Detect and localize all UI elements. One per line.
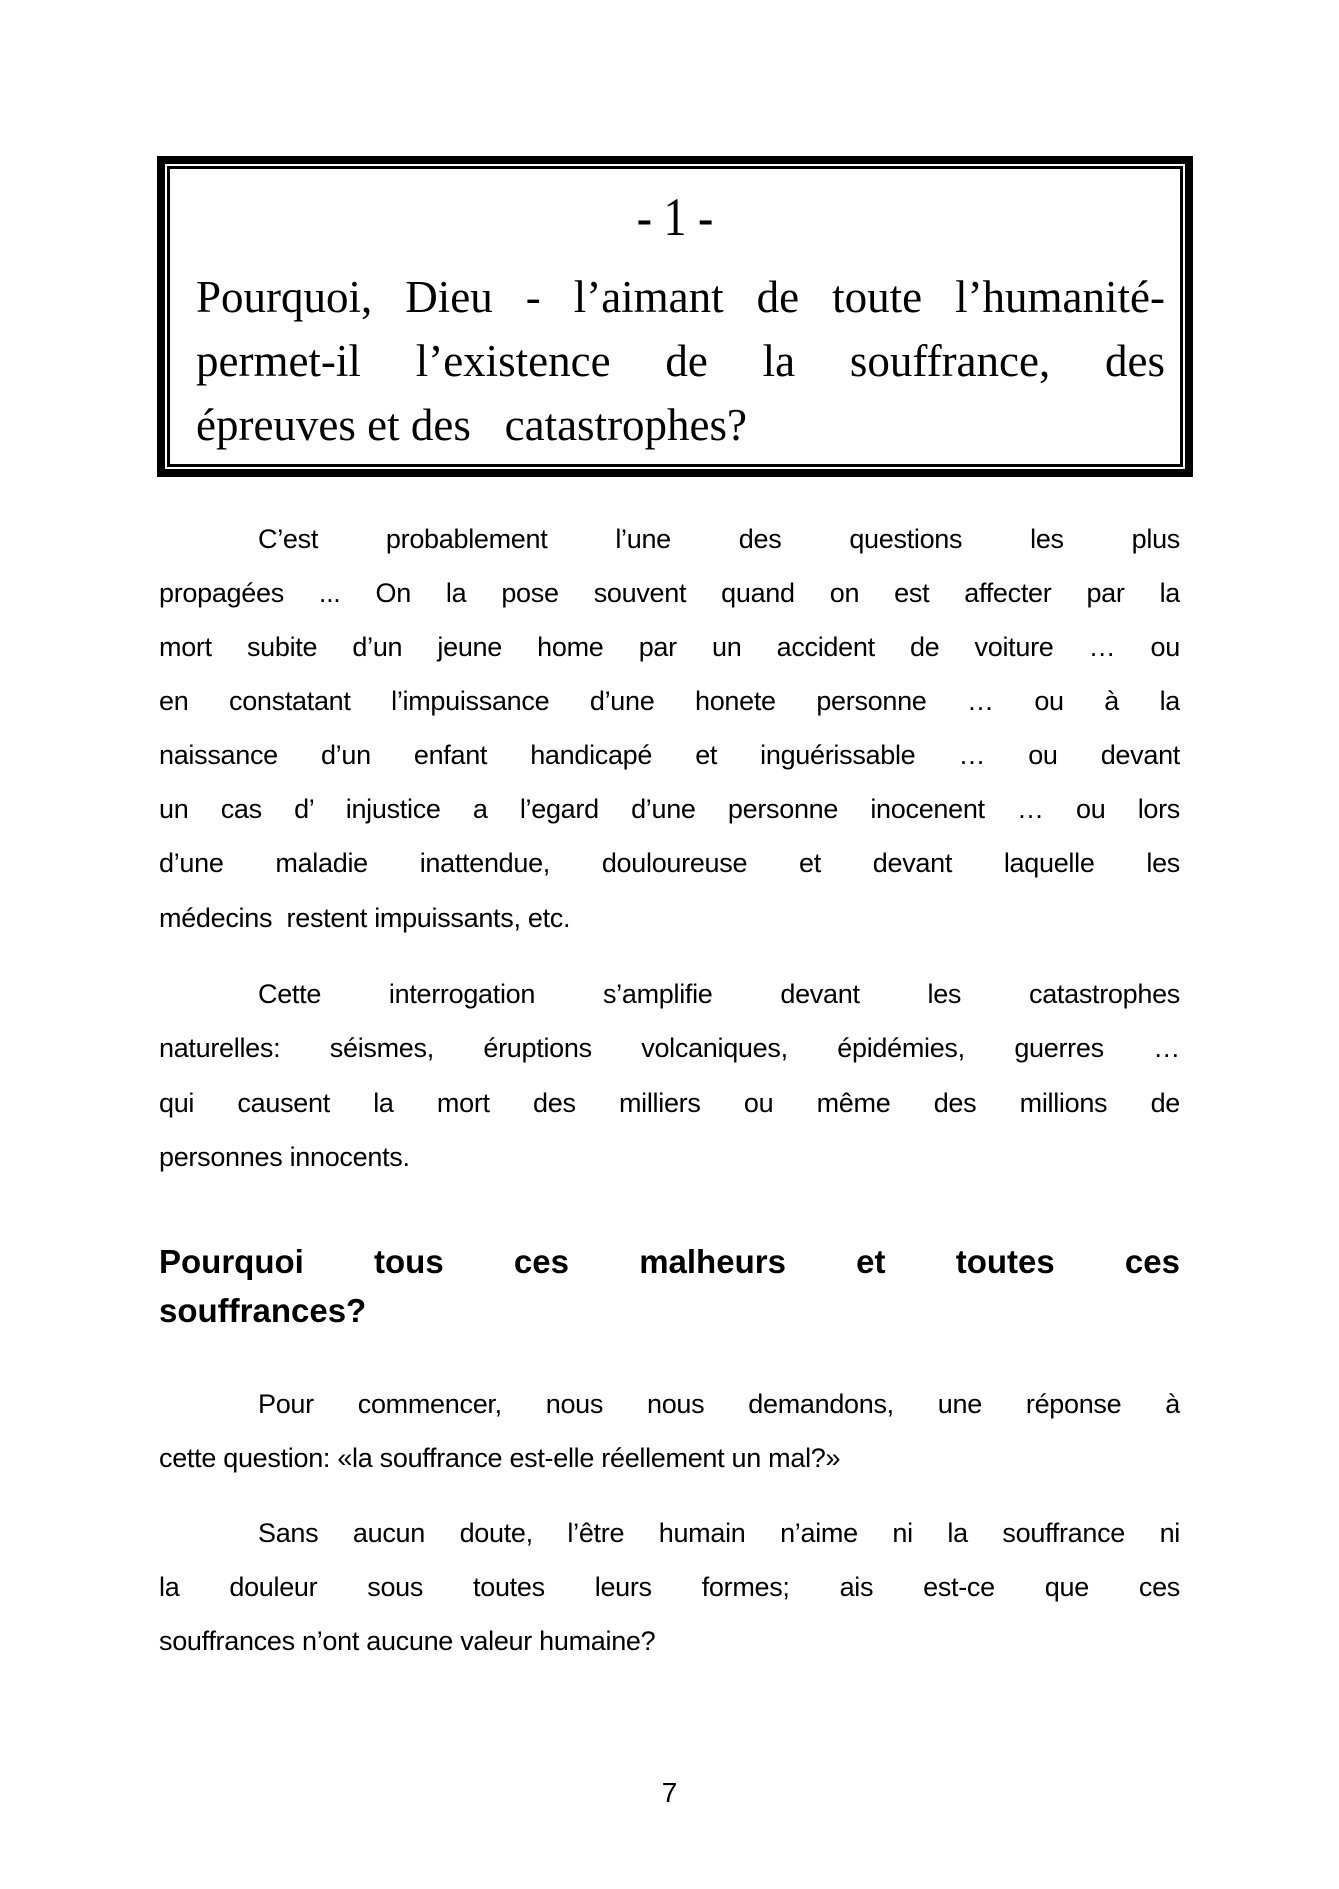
paragraph-line: Cette interrogation s’amplifie devant les catastrophes <box>258 979 1180 1009</box>
paragraph-line: Pour commencer, nous nous demandons, une réponse à <box>258 1389 1180 1419</box>
page-number: 7 <box>661 1777 678 1808</box>
paragraph-line: naturelles: séismes, éruptions volcaniques, épidémies, guerres … <box>159 1033 1180 1063</box>
paragraph-line: propagées ... On la pose souvent quand on est affecter par la <box>159 578 1180 608</box>
paragraph-line: un cas d’ injustice a l’egard d’une personne inocenent … ou lors <box>159 794 1180 824</box>
paragraph-line: qui causent la mort des milliers ou même des millions de <box>159 1088 1180 1118</box>
paragraph-line: mort subite d’un jeune home par un accident de voiture … ou <box>159 632 1180 662</box>
paragraph-line: Sans aucun doute, l’être humain n’aime ni la souffrance ni <box>258 1518 1180 1548</box>
paragraph-line: souffrances n’ont aucune valeur humaine? <box>159 1626 656 1656</box>
paragraph-line: d’une maladie inattendue, douloureuse et devant laquelle les <box>159 848 1180 878</box>
chapter-title-line: permet-il l’existence de la souffrance, des <box>196 336 1165 386</box>
chapter-title-line: Pourquoi, Dieu - l’aimant de toute l’humanité- <box>196 272 1165 322</box>
chapter-number: - 1 - <box>636 187 714 247</box>
paragraph-line: en constatant l’impuissance d’une honete personne … ou à la <box>159 686 1180 716</box>
section-heading-line: Pourquoi tous ces malheurs et toutes ces <box>159 1243 1180 1280</box>
paragraph-line: cette question: «la souffrance est-elle réellement un mal?» <box>159 1443 841 1473</box>
chapter-title-box <box>157 156 1193 477</box>
paragraph-line: la douleur sous toutes leurs formes; ais est-ce que ces <box>159 1572 1180 1602</box>
paragraph-line: médecins restent impuissants, etc. <box>159 903 571 933</box>
paragraph-line: naissance d’un enfant handicapé et inguérissable … ou devant <box>159 740 1180 770</box>
paragraph-line: personnes innocents. <box>159 1142 410 1172</box>
chapter-title-line: épreuves et des catastrophes? <box>196 400 748 450</box>
chapter-title-box-inner-border <box>167 166 1183 467</box>
section-heading-line: souffrances? <box>159 1292 367 1329</box>
paragraph-line: C’est probablement l’une des questions les plus <box>258 524 1180 554</box>
